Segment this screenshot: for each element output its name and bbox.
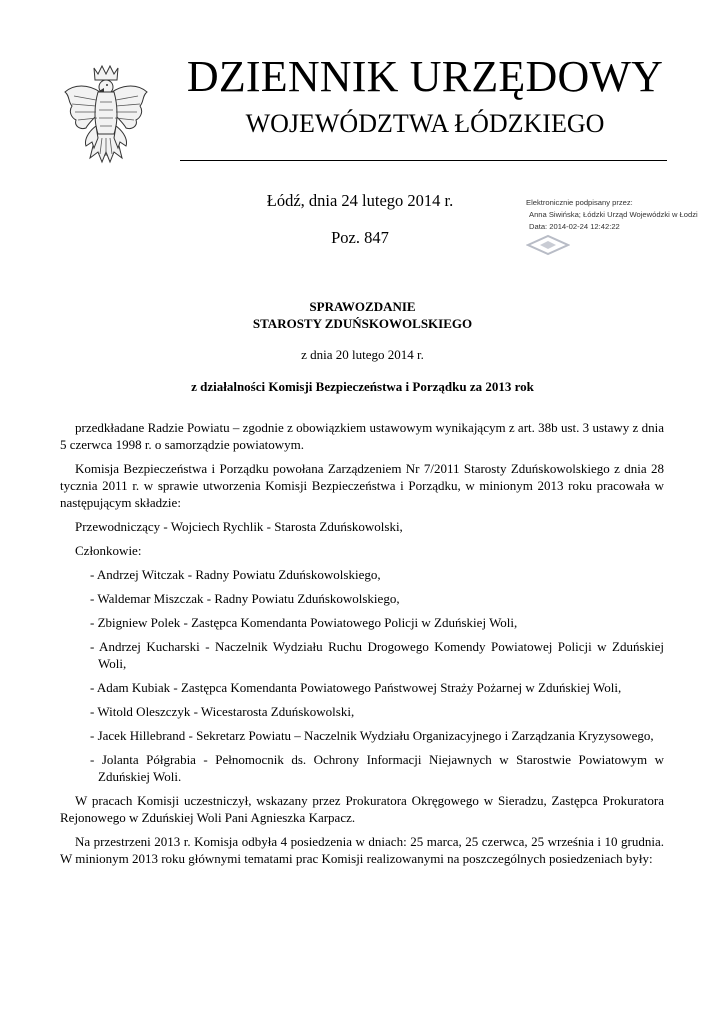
list-item: - Jacek Hillebrand - Sekretarz Powiatu – Naczelnik Wydziału Organizacyjnego i Zarządzania Kryzysowego, <box>90 728 654 743</box>
signature-label: Elektronicznie podpisany przez: <box>526 198 633 207</box>
publication-position: Poz. 847 <box>331 228 389 247</box>
members-label: Członkowie: <box>75 543 142 558</box>
signature-date: Data: 2014-02-24 12:42:22 <box>529 222 620 231</box>
document-date: z dnia 20 lutego 2014 r. <box>301 347 424 362</box>
document-heading-line1: SPRAWOZDANIE <box>309 299 416 314</box>
paragraph-intro: przedkładane Radzie Powiatu – zgodnie z obowiązkiem ustawowym wynikającym z art. 38b ust. 3 ustawy z dnia 5 czerwca 1998 r. o samorządzie powiatowym. <box>60 420 664 452</box>
publication-date: Łódź, dnia 24 lutego 2014 r. <box>266 191 454 210</box>
paragraph-meetings: Na przestrzeni 2013 r. Komisja odbyła 4 posiedzenia w dniach: 25 marca, 25 czerwca, 25 września i 10 grudnia. W minionym 2013 roku głównymi tematami prac Komisji realizowanymi na poszczególnych posiedzeniach były: <box>60 834 664 866</box>
masthead-divider <box>180 160 667 161</box>
list-item: - Andrzej Witczak - Radny Powiatu Zduńskowolskiego, <box>90 567 381 582</box>
signature-stamp-icon <box>526 234 570 256</box>
document-heading-line2: STAROSTY ZDUŃSKOWOLSKIEGO <box>252 316 473 331</box>
electronic-signature-block <box>526 197 706 233</box>
masthead-title: DZIENNIK URZĘDOWY <box>186 52 664 101</box>
document-body <box>60 419 664 874</box>
list-item: - Waldemar Miszczak - Radny Powiatu Zduńskowolskiego, <box>90 591 400 606</box>
paragraph-chair: Przewodniczący - Wojciech Rychlik - Starosta Zduńskowolski, <box>75 519 403 534</box>
document-subject: z działalności Komisji Bezpieczeństwa i Porządku za 2013 rok <box>191 379 534 394</box>
paragraph-prosecutor: W pracach Komisji uczestniczył, wskazany przez Prokuratora Okręgowego w Sieradzu, Zastępca Prokuratora Rejonowego w Zduńskiej Woli Pani Agnieszka Karpacz. <box>60 793 664 825</box>
document-heading <box>0 298 725 332</box>
members-list <box>60 566 664 785</box>
list-item: - Andrzej Kucharski - Naczelnik Wydziału Ruchu Drogowego Komendy Powiatowej Policji w Zduńskiej Woli, <box>90 639 664 671</box>
list-item: - Adam Kubiak - Zastępca Komendanta Powiatowego Państwowej Straży Pożarnej w Zduńskiej Woli, <box>90 680 622 695</box>
list-item: - Jolanta Półgrabia - Pełnomocnik ds. Ochrony Informacji Niejawnych w Starostwie Powiatowym w Zduńskiej Woli. <box>90 752 664 784</box>
polish-eagle-emblem-icon <box>60 62 152 170</box>
list-item: - Zbigniew Polek - Zastępca Komendanta Powiatowego Policji w Zduńskiej Woli, <box>90 615 518 630</box>
masthead-subtitle: WOJEWÓDZTWA ŁÓDZKIEGO <box>245 109 605 138</box>
paragraph-composition: Komisja Bezpieczeństwa i Porządku powołana Zarządzeniem Nr 7/2011 Starosty Zduńskowolskiego z dnia 28 tycznia 2011 r. w sprawie utworzenia Komisji Bezpieczeństwa i Porządku, w minionym 2013 roku pracowała w następującym składzie: <box>60 461 664 510</box>
signature-signer: Anna Siwińska; Łódzki Urząd Wojewódzki w Łodzi <box>529 210 698 219</box>
list-item: - Witold Oleszczyk - Wicestarosta Zduńskowolski, <box>90 704 355 719</box>
